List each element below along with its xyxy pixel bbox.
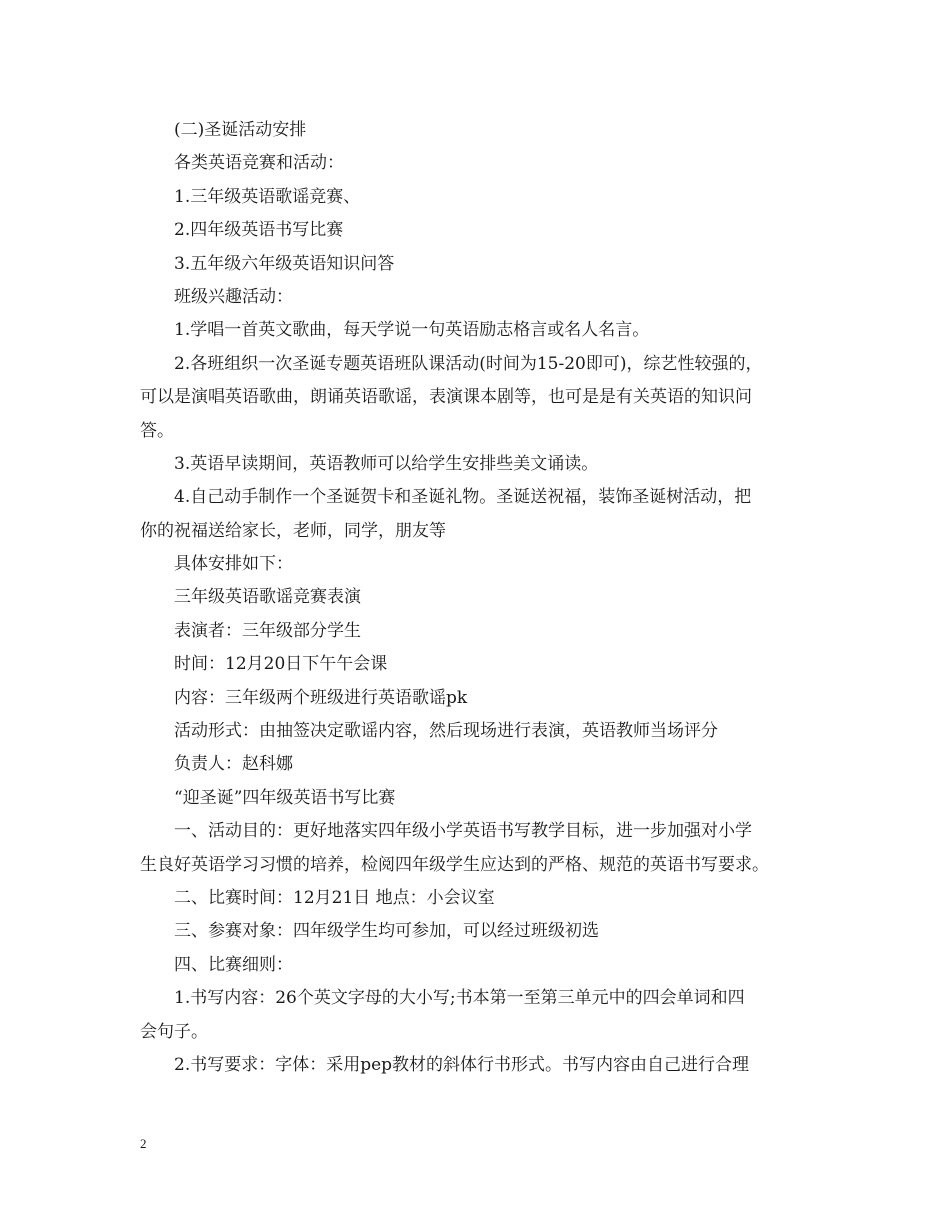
text-line: 2.四年级英语书写比赛	[174, 220, 344, 241]
text-line: 班级兴趣活动：	[174, 286, 293, 307]
document-body	[140, 114, 820, 1082]
text-line: 四、比赛细则：	[174, 954, 293, 975]
text-line: 生良好英语学习习惯的培养，检阅四年级学生应达到的严格、规范的英语书写要求。	[140, 854, 769, 875]
text-line: 会句子。	[140, 1021, 208, 1042]
text-line: 三、参赛对象：四年级学生均可参加，可以经过班级初选	[174, 921, 599, 942]
text-line: 3.五年级六年级英语知识问答	[174, 253, 395, 274]
text-line: “迎圣诞”四年级英语书写比赛	[174, 787, 396, 808]
text-line: 内容：三年级两个班级进行英语歌谣pk	[174, 687, 468, 708]
text-line: 时间：12月20日下午午会课	[174, 654, 388, 675]
text-line: 1.学唱一首英文歌曲，每天学说一句英语励志格言或名人名言。	[174, 320, 650, 341]
text-line: 二、比赛时间：12月21日 地点：小会议室	[174, 887, 495, 908]
page-number: 2	[140, 1136, 147, 1151]
text-line: (二)圣诞活动安排	[174, 120, 307, 140]
text-line: 你的祝福送给家长，老师，同学，朋友等	[140, 520, 446, 541]
text-line: 1.三年级英语歌谣竞赛、	[174, 186, 361, 207]
text-line: 活动形式：由抽签决定歌谣内容，然后现场进行表演，英语教师当场评分	[174, 721, 718, 742]
text-line: 负责人：赵科娜	[174, 754, 293, 775]
text-line: 4.自己动手制作一个圣诞贺卡和圣诞礼物。圣诞送祝福，装饰圣诞树活动，把	[174, 487, 752, 508]
text-line: 具体安排如下：	[174, 554, 293, 575]
text-line: 表演者：三年级部分学生	[174, 620, 361, 641]
text-line: 2.各班组织一次圣诞专题英语班队课活动(时间为15-20即可)，综艺性较强的，	[174, 353, 763, 374]
text-line: 答。	[140, 420, 174, 441]
text-line: 3.英语早读期间，英语教师可以给学生安排些美文诵读。	[174, 453, 599, 474]
text-line: 1.书写内容：26个英文字母的大小写;书本第一至第三单元中的四会单词和四	[174, 988, 745, 1009]
text-line: 三年级英语歌谣竞赛表演	[174, 587, 361, 608]
text-line: 2.书写要求：字体：采用pep教材的斜体行书形式。书写内容由自己进行合理	[174, 1054, 750, 1075]
text-line: 一、活动目的：更好地落实四年级小学英语书写教学目标，进一步加强对小学	[174, 821, 752, 842]
text-line: 各类英语竞赛和活动：	[174, 153, 344, 174]
text-line: 可以是演唱英语歌曲，朗诵英语歌谣，表演课本剧等，也可是是有关英语的知识问	[140, 387, 752, 408]
